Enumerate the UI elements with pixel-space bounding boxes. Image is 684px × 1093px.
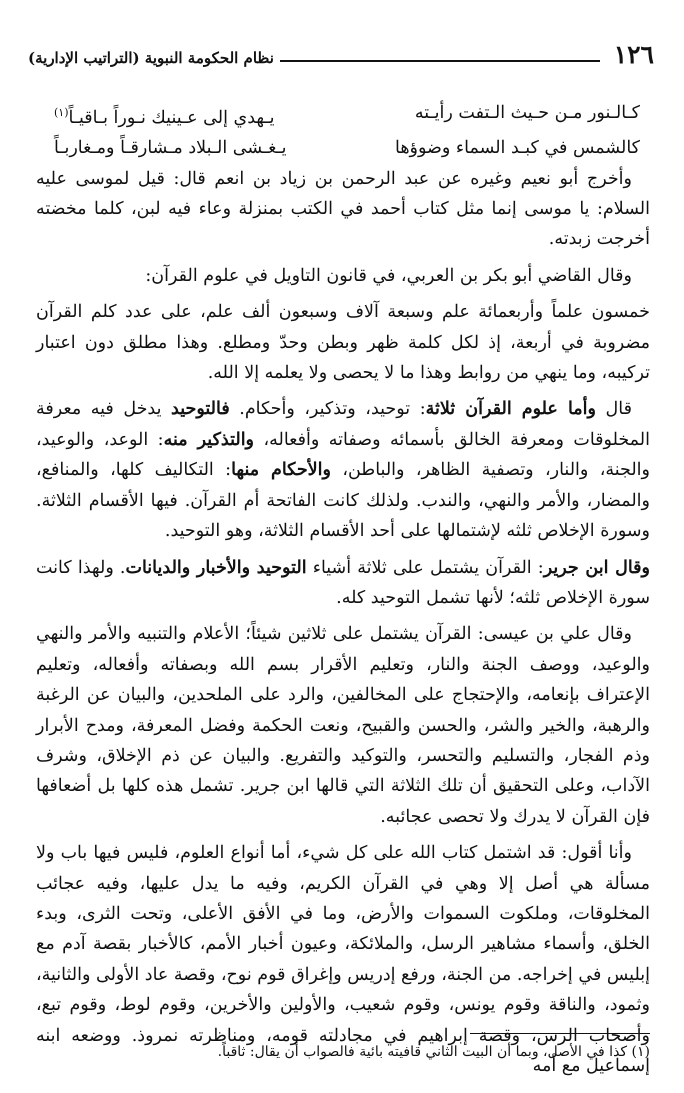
- p5-a: : القرآن يشتمل على ثلاثة أشياء: [312, 557, 544, 578]
- p4-d: يدخل فيه معرفة المخلوقات ومعرفة الخالق بأسمائه وصفاته وأفعاله،: [36, 399, 650, 450]
- p5-bold-1: وقال ابن جرير: [543, 557, 650, 578]
- footnote-1: (١) كذا في الأصل، وبما أن البيت الثاني قافيته بائية فالصواب أن يقال: ثاقباً.: [217, 1044, 650, 1060]
- page-header: [28, 42, 654, 68]
- p5-bold-2: التوحيد والأخبار والديانات: [125, 557, 307, 578]
- p4-bold-1: وأما علوم القرآن ثلاثة: [425, 399, 596, 420]
- footnote-marker: (١): [54, 106, 69, 119]
- verse-2-left: يـغـشى الـبلاد مـشارقـاً ومـغاربـاً: [54, 138, 287, 159]
- p4-e: : الوعد، والوعيد، والجنة، والنار، وتصفية الظاهر، والباطن،: [36, 429, 650, 481]
- paragraph-ibn-jarir: [36, 553, 650, 614]
- verse-2: [36, 133, 650, 163]
- p4-bold-3: والتذكير منه: [163, 429, 255, 450]
- footnotes: [36, 1033, 650, 1062]
- poem: [36, 98, 650, 164]
- body-text: [36, 98, 650, 1081]
- verse-1: [36, 98, 650, 133]
- verse-2-right: كالشمس في كبـد السماء وضوؤها: [394, 138, 640, 159]
- p4-a: قال: [605, 399, 632, 420]
- paragraph-three-sciences: [36, 394, 650, 546]
- paragraph-ibn-arabi-quote: خمسون علماً وأربعمائة علم وسبعة آلاف وسبعون ألف علم، على عدد كلم القرآن مضروبة في أربعة، إذ لكل كلمة ظهر وبطن وحدّ ومطلع. وهذا مطلق دون اعتبار تركيبه، وما ينهي من روابط وهذا ما لا يحصى ولا يعلمه إلا الله.: [36, 302, 650, 384]
- paragraph-ali-ibn-isa: وقال علي بن عيسى: القرآن يشتمل على ثلاثين شيئاً؛ الأعلام والتنبيه والأمر والنهي والوعيد، ووصف الجنة والنار، وتعليم الأقرار بسم الله وبصفاته وأفعاله، وتعليم الإعتراف بإنعامه، والإحتجاج على المخالفين، والرد على الملحدين، والبيان عن الرغبة والرهبة، والخير والشر، والحسن والقبيح، ونعت الحكمة وفضل المعرفة، ومدح الأبرار وذم الفجار، والتسليم والتحسر، والتوكيد والتفريع. والبيان عن ذم الإخلاق، وشرف الآداب، وعلى التحقيق أن تلك الثلاثة التي قالها ابن جرير. تشمل هذه كلها بل أضعافها فإن القرآن لا يدرك ولا تحصى عجائبه.: [36, 624, 650, 827]
- running-title: نظام الحكومة النبوية (التراتيب الإدارية): [28, 49, 274, 67]
- p4-c: : توحيد، وتذكير، وأحكام.: [239, 399, 426, 420]
- footnote-rule: [470, 1033, 650, 1034]
- paragraph-ibn-arabi-intro: وقال القاضي أبو بكر بن العربي، في قانون التاويل في علوم القرآن:: [145, 265, 632, 286]
- verse-1-left-text: يـهدي إلى عـينيك نـوراً بـاقيـاً: [68, 107, 275, 128]
- paragraph-abu-nuaym: وأخرج أبو نعيم وغيره عن عبد الرحمن بن زياد بن انعم قال: قيل لموسى عليه السلام: يا موسى إنما مثل كتاب أحمد في الكتب بمنزلة وعاء فيه لبن، كلما مخضته أخرجت زبدته.: [36, 168, 650, 250]
- paragraph-author: وأنا أقول: قد اشتمل كتاب الله على كل شيء، أما أنواع العلوم، فليس فيها باب ولا مسألة هي أصل إلا وهي في القرآن الكريم، وفيه ما يدل عليها، وفيه عجائب المخلوقات، وملكوت السموات والأرض، وما في الأفق الأعلى، وتحت الثرى، وبدء الخلق، وأسماء مشاهير الرسل، والملائكة، وعيون أخبار الأمم، كالأخبار بقصة آدم مع إبليس في إخراجه. من الجنة، ورفع إدريس وإغراق قوم نوح، وقصة عاد الأولى والثانية، وثمود، والناقة وقوم يونس، وقوم شعيب، والأولين والأخرين، وقوم لوط، وقوم تبع، وأصحاب الرس، وقصة إبراهيم في مجادلته قومه، ومناظرته نمروذ. ووضعه ابنه إسماعيل مع أمه: [36, 843, 650, 1077]
- p4-bold-2: فالتوحيد: [171, 399, 230, 420]
- p4-bold-4: والأحكام منها: [231, 460, 331, 481]
- p4-f: : التكاليف كلها، والمنافع، والمضار، والأمر والنهي، والندب. ولذلك كانت الفاتحة أم القرآن. فيها الأقسام الثلاثة. وسورة الإخلاص ثلثه لإشتمالها على أحد الأقسام الثلاثة، وهو التوحيد.: [36, 460, 650, 542]
- verse-1-left: [54, 98, 274, 133]
- verse-1-right: كـالـنور مـن حـيث الـتفت رأيـته: [414, 103, 640, 123]
- header-rule: [280, 60, 600, 62]
- page-number: ١٢٦: [613, 40, 654, 69]
- p5-c: . ولهذا كانت سورة الإخلاص ثلثه؛ لأنها تشمل التوحيد كله.: [36, 557, 650, 608]
